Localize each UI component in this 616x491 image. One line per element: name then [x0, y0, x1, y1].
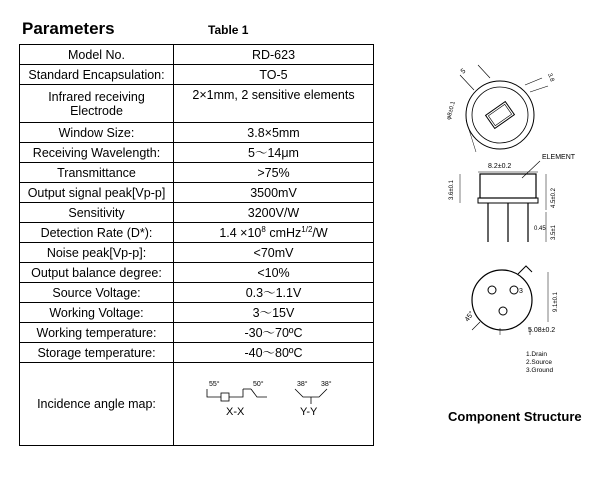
table-row [20, 303, 374, 323]
incidence-angle-diagram [199, 373, 349, 435]
yy-right-angle: 38° [320, 381, 332, 388]
row-value: 3.8×5mm [174, 123, 374, 143]
table-row [20, 243, 374, 263]
row-value: 2×1mm, 2 sensitive elements [174, 85, 374, 123]
table-row [20, 223, 374, 243]
dim-3-5: 3.5±1 [551, 225, 557, 240]
row-value: 3200V/W [174, 203, 374, 223]
table-row [20, 363, 374, 446]
xx-label: X-X [225, 406, 244, 418]
row-label: Noise peak[Vp-p]: [20, 243, 174, 263]
table-row [20, 45, 374, 65]
row-label: Receiving Wavelength: [20, 143, 174, 163]
table-row [20, 343, 374, 363]
row-label: Detection Rate (D*): [20, 223, 174, 243]
table-row [20, 283, 374, 303]
dim-9-1: 9.1±0.1 [553, 292, 559, 312]
table-row [20, 143, 374, 163]
row-value: TO-5 [174, 65, 374, 85]
xx-left-angle: 55° [208, 381, 220, 388]
row-label: Standard Encapsulation: [20, 65, 174, 85]
row-label: Working temperature: [20, 323, 174, 343]
row-value: -40～80ºC [174, 343, 374, 363]
row-value: $1.4 \times 10^8$ cmHz$^{1/2}$/W [174, 223, 374, 243]
dim-8-2: 8.2±0.2 [488, 163, 512, 170]
legend-item: 2.Source [526, 359, 553, 366]
row-value: -30～70ºC [174, 323, 374, 343]
legend-item: 1.Drain [526, 351, 547, 358]
table-row [20, 183, 374, 203]
row-label: Model No. [20, 45, 174, 65]
row-label: Working Voltage: [20, 303, 174, 323]
pin-3-label: 3 [519, 288, 523, 295]
row-label: Infrared receiving Electrode [20, 85, 174, 123]
yy-left-angle: 38° [296, 381, 308, 388]
row-label: Output signal peak[Vp-p] [20, 183, 174, 203]
table-row [20, 203, 374, 223]
table-row [20, 263, 374, 283]
table-row [20, 163, 374, 183]
table-row [20, 85, 374, 123]
dim-0-45: 0.45 [534, 226, 546, 232]
row-value: 3500mV [174, 183, 374, 203]
dim-5-08: 5.08±0.2 [528, 327, 556, 334]
row-label: Incidence angle map: [20, 363, 174, 446]
row-label: Sensitivity [20, 203, 174, 223]
row-value: 0.3～1.1V [174, 283, 374, 303]
dim-8-1: φ8±0.1 [446, 100, 457, 121]
row-value: <70mV [174, 243, 374, 263]
row-value: 5～14μm [174, 143, 374, 163]
table-row [20, 323, 374, 343]
element-label: ELEMENT [542, 154, 576, 161]
component-structure-caption: Component Structure [448, 409, 582, 424]
row-label: Source Voltage: [20, 283, 174, 303]
row-label: Window Size: [20, 123, 174, 143]
page-title: Parameters [22, 19, 115, 38]
row-value: >75% [174, 163, 374, 183]
table-row [20, 65, 374, 85]
row-value: 3～15V [174, 303, 374, 323]
dim-45: 45° [463, 310, 476, 324]
row-value: <10% [174, 263, 374, 283]
row-label: Transmittance [20, 163, 174, 183]
dim-3-8: 3.8 [546, 72, 555, 83]
table-caption: Table 1 [208, 23, 249, 37]
row-label: Output balance degree: [20, 263, 174, 283]
dim-5: 5 [459, 67, 468, 76]
component-structure-drawing [430, 60, 610, 360]
pin-legend [526, 351, 553, 375]
incidence-angle-map [174, 363, 374, 446]
yy-label: Y-Y [299, 406, 317, 418]
table-row [20, 123, 374, 143]
parameters-table [19, 44, 374, 446]
dim-4-5: 4.5±0.2 [551, 188, 557, 208]
dim-3-6: 3.6±0.1 [449, 180, 455, 200]
row-value: RD-623 [174, 45, 374, 65]
xx-right-angle: 50° [252, 381, 264, 388]
legend-item: 3.Ground [526, 367, 554, 374]
row-label: Storage temperature: [20, 343, 174, 363]
